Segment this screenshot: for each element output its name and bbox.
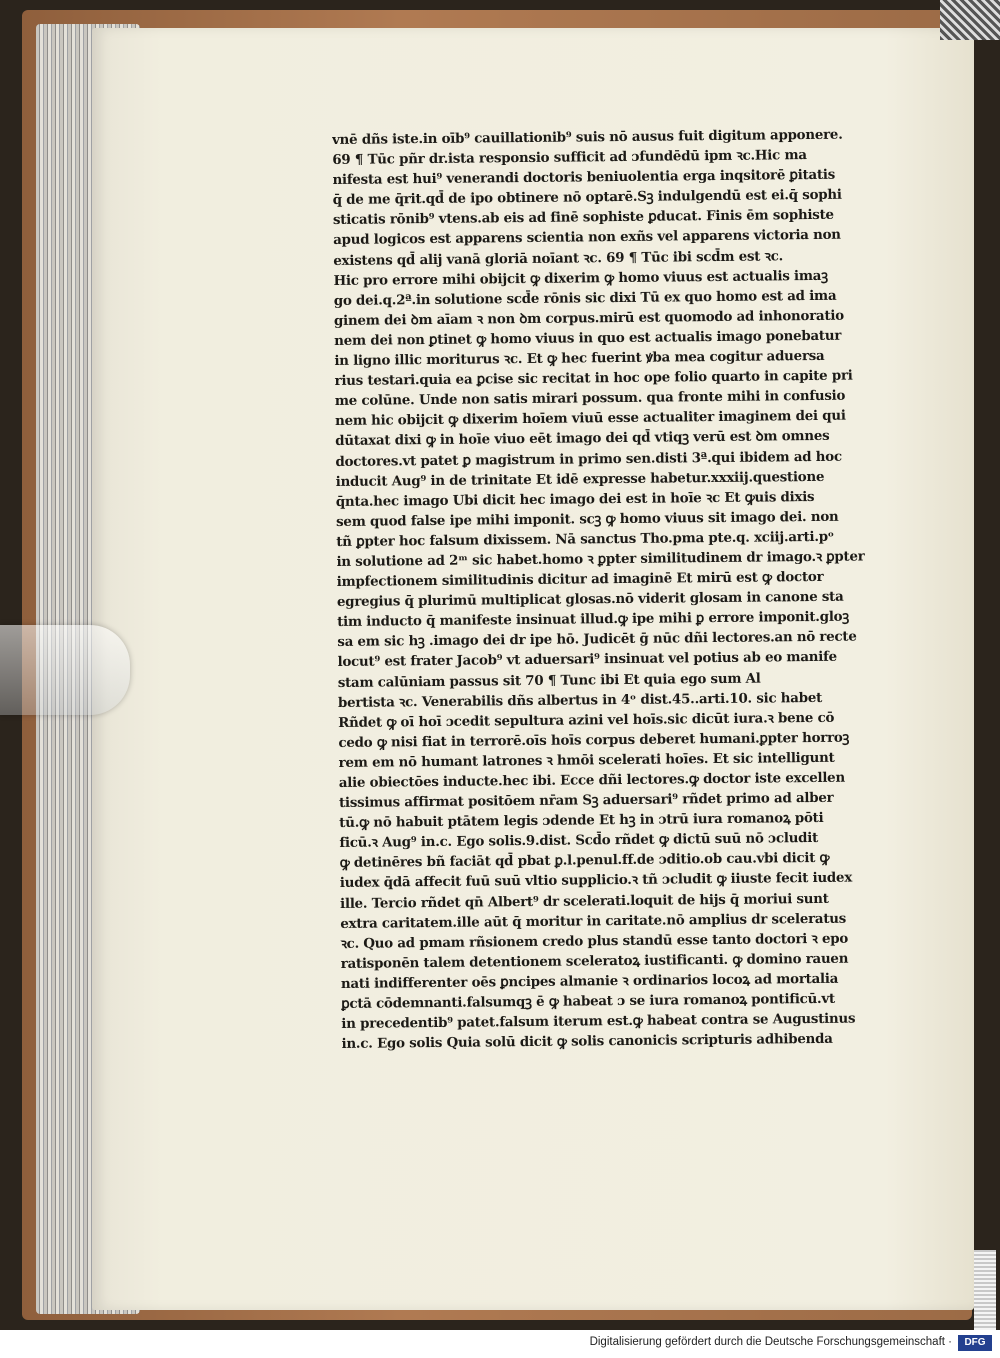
- text-line: Rñdet ꝙ oī hoī ɔcedit sepultura azini vel hoīs.sic dicūt iura.ꝛ bene cō: [338, 709, 835, 731]
- text-line: apud logicos est apparens scientia non exñs vel apparens victoria non: [333, 227, 841, 249]
- text-line: dūtaxat dixi ꝙ in hoīe viuo eēt imago dei qd̄ vtiqꝫ verū est ꝺm omnes: [335, 428, 830, 450]
- text-line: nati indifferenter oēs ꝑncipes almanie ꝛ ordinarios locoꝝ ad mortalia: [340, 970, 839, 992]
- footer-bar: [0, 1330, 1000, 1358]
- text-line: sa em sic hꝫ .imago dei dr ipe hō. Judicēt ḡ nūc dñi lectores.an nō recte: [337, 628, 857, 651]
- text-line: go dei.q.2ª.in solutione scd̄e rōnis sic dixi Tū ex quo homo est ad ima: [333, 287, 837, 309]
- text-line: tissimus affirmat positōem nr̄am Sꝫ aduersari⁹ rñdet primo ad alber: [338, 789, 834, 812]
- text-line: nem hic obijcit ꝙ dixerim hoīem viuū esse actualiter imaginem dei qui: [334, 407, 846, 430]
- text-line: nem dei non ꝑtinet ꝙ homo viuus in quo est actualis imago ponebatur: [334, 327, 842, 349]
- text-line: alie obiectōes inducte.hec ibi. Ecce dñi lectores.ꝙ doctor iste excellen: [338, 769, 845, 791]
- text-line: ratisponēn talem detentionem sceleratoꝝ iustificanti. ꝙ domino rauen: [340, 950, 849, 972]
- footer-credit: Digitalisierung gefördert durch die Deutsche Forschungsgemeinschaft ·: [589, 1336, 952, 1348]
- text-line: egregius q̄ plurimū multiplicat glosas.nō viderit glosam in canone sta: [336, 588, 844, 611]
- text-line: tū.ꝙ nō habuit ptātem legis ɔdende Et hꝫ in ɔtrū iura romanoꝝ pōti: [339, 810, 824, 832]
- text-line: tñ ꝑpter hoc falsum dixissem. Nā sanctus Tho.pma pte.q. xciij.arti.pᵒ: [336, 528, 834, 550]
- text-line: existens qd̄ alij vanā gloriā noīant ꝛc. 69 ¶ Tūc ibi scd̄m est ꝛc.: [333, 247, 784, 269]
- text-line: ficū.ꝛ Aug⁹ in.c. Ego solis.9.dist. Scd̄o rñdet ꝙ dictū suū nō ɔcludit: [339, 830, 819, 852]
- dfg-logo: DFG: [958, 1335, 992, 1351]
- bookmark-ribbon: [974, 1250, 996, 1330]
- text-line: in solutione ad 2ᵐ sic habet.homo ꝛ ꝑpter similitudinem dr imago.ꝛ ꝑpter: [336, 548, 865, 570]
- text-line: sem quod false ipe mihi imponit. scꝫ ꝙ homo viuus sit imago dei. non: [336, 508, 839, 530]
- text-line: cedo ꝙ nisi fiat in terrorē.oīs hoīs corpus deberet humani.ꝑpter horroꝫ: [338, 729, 850, 751]
- text-line: inducit Aug⁹ in de trinitate Et idē expresse habetur.xxxiij.questione: [335, 468, 825, 490]
- text-line: vnē dñs iste.in oīb⁹ cauillationib⁹ suis nō ausus fuit digitum apponere.: [332, 126, 843, 148]
- text-line: stam calūniam passus sit 70 ¶ Tunc ibi Et quia ego sum Al: [337, 670, 761, 691]
- text-line: ꝑctā cōdemnanti.falsumqꝫ ē ꝙ habeat ɔ se iura romanoꝝ pontificū.vt: [341, 990, 835, 1012]
- text-line: bertista ꝛc. Venerabilis dñs albertus in 4ᵒ dist.45..arti.10. sic habet: [337, 689, 823, 711]
- glass-page-weight: [0, 625, 130, 715]
- text-line: in ligno illic moriturus ꝛc. Et ꝙ hec fuerint ꝟba mea cogitur aduersa: [334, 347, 825, 370]
- text-line: rius testari.quia ea ꝑcise sic recitat in hoc ope folio quarto in capite pri: [334, 367, 853, 390]
- text-line: q̄nta.hec imago Ubi dicit hec imago dei est in hoīe ꝛc Et ꝙuis dixis: [335, 488, 815, 510]
- marbled-endpaper: [940, 0, 1000, 40]
- text-line: locut⁹ est frater Jacob⁹ vt aduersari⁹ insinuat vel potius ab eo manife: [337, 649, 837, 671]
- text-line: ꝛc. Quo ad pmam rñsionem credo plus standū esse tanto doctori ꝛ epo: [340, 930, 849, 952]
- text-line: 69 ¶ Tūc pñr dr.ista responsio sufficit ad ɔfundēdū ipm ꝛc.Hic ma: [332, 147, 807, 169]
- text-line: in.c. Ego solis Quia solū dicit ꝙ solis canonicis scripturis adhibenda: [341, 1031, 833, 1053]
- text-line: ꝙ detinēres bñ faciāt qd̄ pbat ꝑ.l.penul.ff.de ɔditio.ob cau.vbi dicit ꝙ: [339, 850, 830, 872]
- printed-text-block: [332, 124, 928, 1054]
- text-line: in precedentib⁹ patet.falsum iterum est.ꝙ habeat contra se Augustinus: [341, 1010, 856, 1033]
- text-line: tim inducto q̄ manifeste insinuat illud.ꝙ ipe mihi ꝑ errore imponit.gloꝫ: [337, 608, 849, 631]
- text-line: Hic pro errore mihi obijcit ꝙ dixerim ꝙ homo viuus est actualis imaꝫ: [333, 267, 828, 289]
- text-line: ille. Tercio rñdet qn̄ Albert⁹ dr scelerati.loquit de hijs q̄ moriui sunt: [340, 890, 829, 912]
- text-line: ginem dei ꝺm aīam ꝛ non ꝺm corpus.mirū est quomodo ad inhonoratio: [333, 307, 844, 329]
- text-line: q̄ de me q̄rit.qd̄ de ipo obtinere nō optarē.Sꝫ indulgendū est ei.q̄ sophi: [332, 186, 842, 209]
- text-line: extra caritatem.ille aūt q̄ moritur in caritate.nō amplius dr sceleratus: [340, 910, 847, 932]
- text-line: me colūne. Unde non satis mirari possum. qua fronte mihi in confusio: [334, 387, 846, 410]
- text-line: impfectionem similitudinis dicitur ad imaginē Et mirū est ꝙ doctor: [336, 568, 824, 591]
- text-line: sticatis rōnib⁹ vtens.ab eis ad finē sophiste ꝑducat. Finis ēm sophiste: [332, 207, 834, 229]
- text-line: rem em nō humant latrones ꝛ hmōi scelerati hoīes. Et sic intelligunt: [338, 749, 835, 771]
- text-line: iudex q̄dā affecit fuū suū vltio supplicio.ꝛ tñ ɔcludit ꝙ iiuste fecit iudex: [339, 870, 853, 892]
- text-line: doctores.vt patet ꝑ magistrum in primo sen.disti 3ª.qui ibidem ad hoc: [335, 448, 842, 470]
- text-line: nifesta est hui⁹ venerandi doctoris beniuolentia erga inqsitorē ꝑitatis: [332, 166, 836, 189]
